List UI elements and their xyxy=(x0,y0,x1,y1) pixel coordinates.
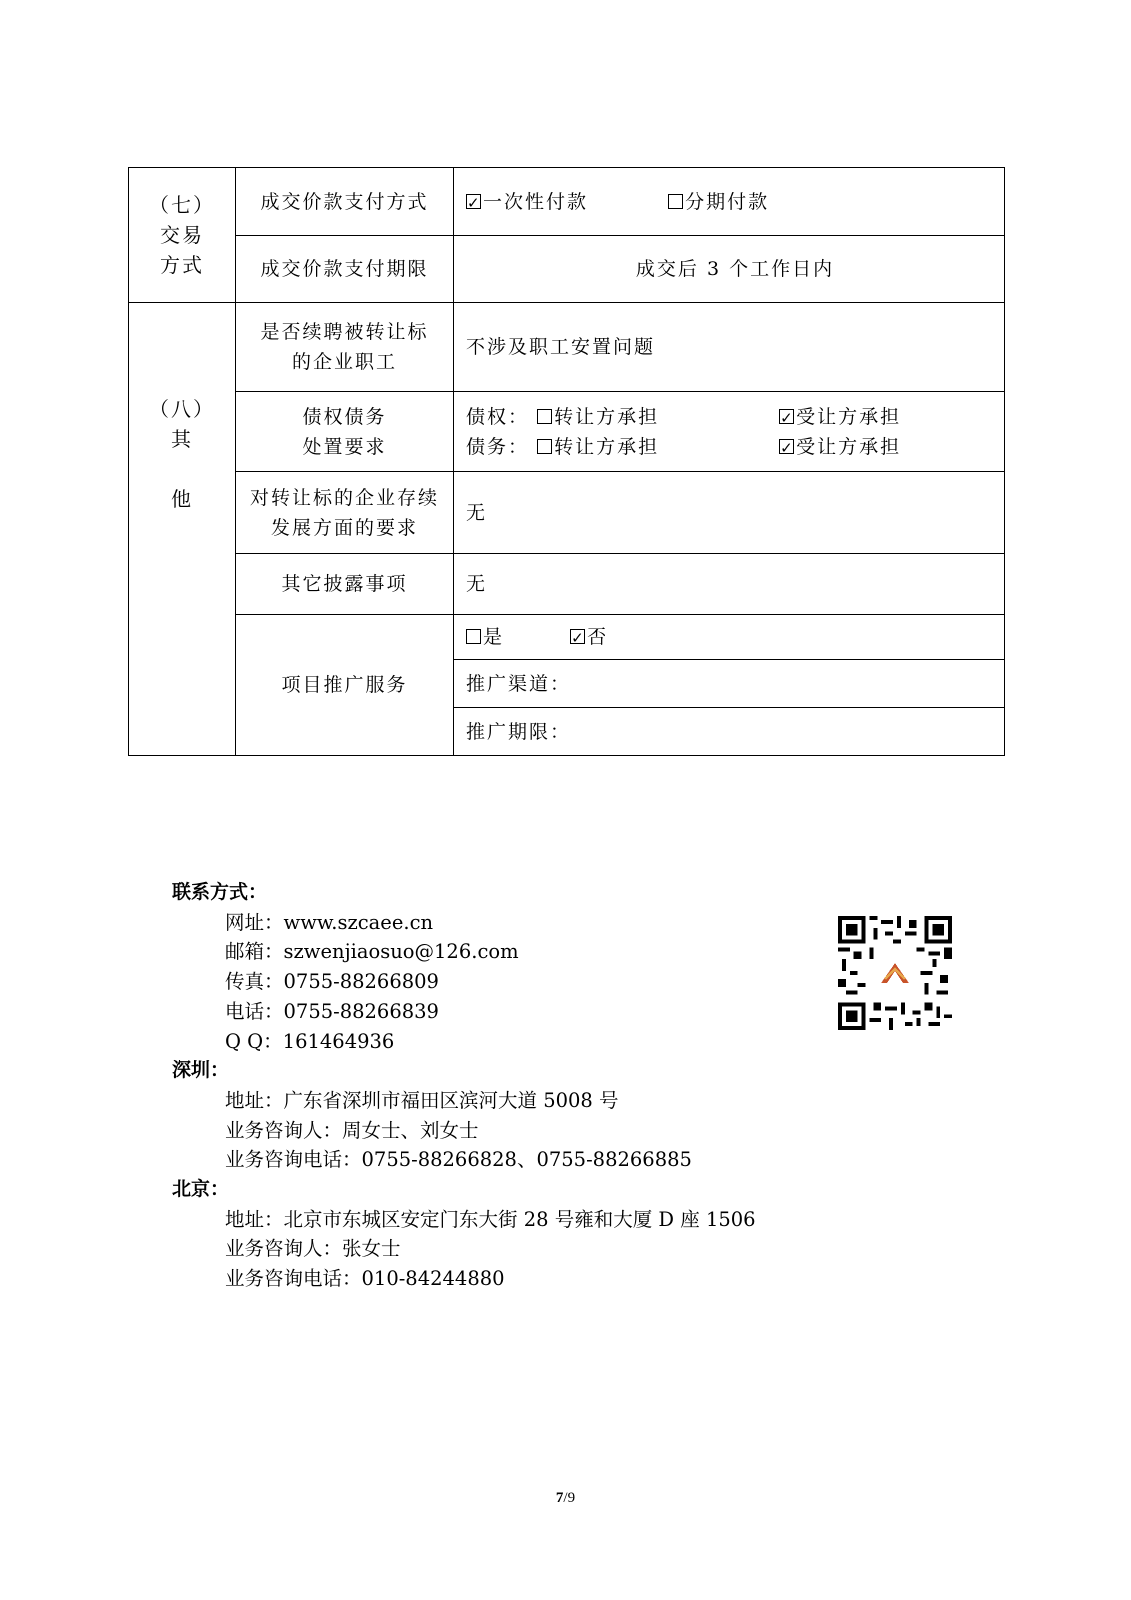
qr-code-icon xyxy=(838,916,952,1030)
shenzhen-phone: 业务咨询电话：0755-88266828、0755-88266885 xyxy=(225,1148,692,1172)
section-8-title-line2: 其 xyxy=(171,427,193,451)
table-row xyxy=(129,168,1005,236)
section-7-title-line2: 交易 xyxy=(160,223,204,247)
unchecked-checkbox-icon[interactable] xyxy=(537,409,552,424)
shenzhen-contact: 业务咨询人：周女士、刘女士 xyxy=(225,1118,479,1142)
development-requirements-value: 无 xyxy=(454,472,1005,554)
beijing-contact: 业务咨询人：张女士 xyxy=(225,1237,401,1261)
unchecked-checkbox-icon[interactable] xyxy=(537,439,552,454)
contact-email: 邮箱：szwenjiaosuo@126.com xyxy=(225,940,519,964)
promotion-service-label: 项目推广服务 xyxy=(236,615,454,756)
other-disclosures-value: 无 xyxy=(454,554,1005,615)
section-8-title-line3: 他 xyxy=(171,487,193,511)
page-number: 7/9 xyxy=(555,1490,576,1506)
employee-retention-value: 不涉及职工安置问题 xyxy=(454,303,1005,392)
contact-website: 网址：www.szcaee.cn xyxy=(225,910,434,934)
claims-debts-value xyxy=(454,392,1005,472)
unchecked-checkbox-icon[interactable] xyxy=(466,629,481,644)
table-row xyxy=(129,554,1005,615)
table-row xyxy=(129,392,1005,472)
contact-qq: Q Q：161464936 xyxy=(225,1029,395,1053)
contact-phone: 电话：0755-88266839 xyxy=(225,999,439,1023)
contact-heading: 联系方式： xyxy=(172,881,268,903)
section-8-title-line1: （八） xyxy=(149,397,215,421)
other-disclosures-label: 其它披露事项 xyxy=(236,554,454,615)
promotion-yes-no: 是 ✓ 否 xyxy=(454,615,1005,660)
employee-retention-label: 是否续聘被转让标 的企业职工 xyxy=(236,303,454,392)
checked-checkbox-icon[interactable] xyxy=(779,439,794,454)
contact-info xyxy=(172,878,756,1294)
section-7-title-line1: （七） xyxy=(149,193,215,217)
table-row xyxy=(129,615,1005,660)
payment-method-label: 成交价款支付方式 xyxy=(236,168,454,236)
beijing-address: 地址：北京市东城区安定门东大街 28 号雍和大厦 D 座 1506 xyxy=(225,1207,756,1231)
section-7-title xyxy=(129,168,236,303)
debts-line: 债务： 转让方承担 ✓ 受让方承担 xyxy=(466,432,1004,462)
unchecked-checkbox-icon[interactable] xyxy=(668,194,683,209)
payment-deadline-value: 成交后 3 个工作日内 xyxy=(454,236,1005,303)
payment-deadline-label: 成交价款支付期限 xyxy=(236,236,454,303)
shenzhen-address: 地址：广东省深圳市福田区滨河大道 5008 号 xyxy=(225,1088,619,1112)
promotion-period: 推广期限： xyxy=(454,708,1005,756)
lump-sum-option: 一次性付款 xyxy=(483,190,589,213)
promotion-channel: 推广渠道： xyxy=(454,660,1005,708)
installment-option: 分期付款 xyxy=(685,190,770,213)
checked-checkbox-icon[interactable] xyxy=(779,409,794,424)
table-row xyxy=(129,236,1005,303)
shenzhen-heading: 深圳： xyxy=(172,1059,230,1082)
beijing-heading: 北京： xyxy=(172,1178,230,1201)
checked-checkbox-icon[interactable] xyxy=(466,194,481,209)
claims-line: 债权： 转让方承担 ✓ 受让方承担 xyxy=(466,402,1004,432)
table-row xyxy=(129,472,1005,554)
table-row xyxy=(129,303,1005,392)
transaction-info-table xyxy=(128,167,1005,756)
contact-fax: 传真：0755-88266809 xyxy=(225,970,439,994)
section-7-title-line3: 方式 xyxy=(160,253,204,277)
section-8-title xyxy=(129,303,236,756)
payment-method-value xyxy=(454,168,1005,236)
checked-checkbox-icon[interactable] xyxy=(570,629,585,644)
claims-debts-label: 债权债务 处置要求 xyxy=(236,392,454,472)
beijing-phone: 业务咨询电话：010-84244880 xyxy=(225,1267,505,1291)
development-requirements-label: 对转让标的企业存续 发展方面的要求 xyxy=(236,472,454,554)
